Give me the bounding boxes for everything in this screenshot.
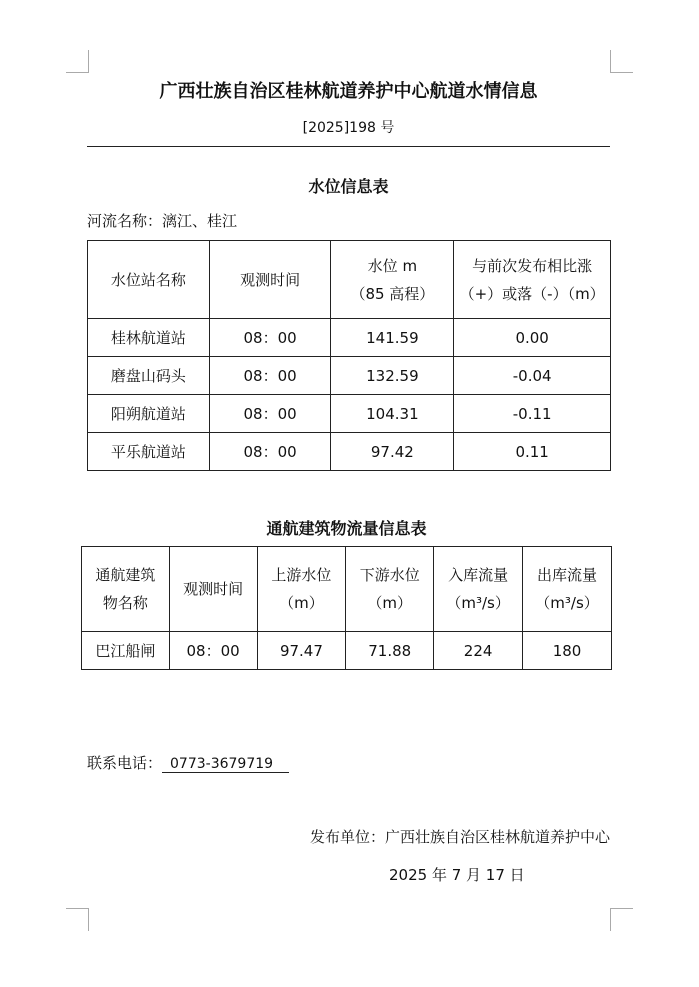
river-name-label: 河流名称： xyxy=(87,212,163,230)
header-level xyxy=(331,241,454,319)
river-name-value: 漓江、桂江 xyxy=(162,212,238,230)
header-downstream-level xyxy=(346,547,434,632)
header-outflow-line2: （m³/s） xyxy=(535,594,599,612)
contact-line xyxy=(87,752,289,773)
header-time: 观测时间 xyxy=(169,547,257,632)
header-change-line1: 与前次发布相比涨 xyxy=(472,256,593,275)
structure-name: 巴江船闸 xyxy=(82,632,170,670)
header-structure-name-line2: 物名称 xyxy=(102,594,148,612)
header-downstream-line2: （m） xyxy=(367,594,413,612)
page-corner-mark-top-right xyxy=(610,50,633,73)
header-structure-name xyxy=(82,547,170,632)
header-level-line2: （85 高程） xyxy=(350,284,435,303)
header-downstream-line1: 下游水位 xyxy=(359,566,420,584)
level-change: 0.11 xyxy=(454,433,611,471)
water-level: 104.31 xyxy=(331,395,454,433)
table-row xyxy=(82,632,612,670)
observation-time: 08：00 xyxy=(209,395,331,433)
page-corner-mark-bottom-left xyxy=(66,908,89,931)
contact-phone: 0773-3679719 xyxy=(162,756,289,773)
document-title: 广西壮族自治区桂林航道养护中心航道水情信息 xyxy=(159,81,538,102)
observation-time: 08：00 xyxy=(169,632,257,670)
document-number: [2025]198 号 xyxy=(302,120,395,136)
water-level: 97.42 xyxy=(331,433,454,471)
page-corner-mark-bottom-right xyxy=(610,908,633,931)
header-inflow xyxy=(434,547,523,632)
header-outflow-line1: 出库流量 xyxy=(537,566,598,584)
table-header-row xyxy=(82,547,612,632)
station-name: 磨盘山码头 xyxy=(88,357,210,395)
water-level: 141.59 xyxy=(331,319,454,357)
publisher: 发布单位：广西壮族自治区桂林航道养护中心 xyxy=(309,828,610,846)
table-row xyxy=(88,395,611,433)
upstream-level: 97.47 xyxy=(257,632,346,670)
header-time: 观测时间 xyxy=(209,241,331,319)
level-change: -0.04 xyxy=(454,357,611,395)
flow-section-title: 通航建筑物流量信息表 xyxy=(266,519,427,538)
downstream-level: 71.88 xyxy=(346,632,434,670)
header-inflow-line2: （m³/s） xyxy=(446,594,510,612)
water-level-section-title: 水位信息表 xyxy=(308,177,389,196)
water-level: 132.59 xyxy=(331,357,454,395)
publish-date: 2025 年 7 月 17 日 xyxy=(389,866,525,884)
outflow: 180 xyxy=(523,632,612,670)
level-change: 0.00 xyxy=(454,319,611,357)
observation-time: 08：00 xyxy=(209,433,331,471)
water-level-table xyxy=(87,240,611,471)
river-name xyxy=(87,210,237,231)
header-upstream-line2: （m） xyxy=(279,594,324,612)
inflow: 224 xyxy=(434,632,523,670)
header-upstream-line1: 上游水位 xyxy=(271,566,332,584)
header-level-line1: 水位 m xyxy=(367,256,418,275)
header-inflow-line1: 入库流量 xyxy=(448,566,509,584)
header-change xyxy=(454,241,611,319)
level-change: -0.11 xyxy=(454,395,611,433)
table-row xyxy=(88,319,611,357)
header-station: 水位站名称 xyxy=(88,241,210,319)
observation-time: 08：00 xyxy=(209,357,331,395)
table-header-row xyxy=(88,241,611,319)
observation-time: 08：00 xyxy=(209,319,331,357)
station-name: 阳朔航道站 xyxy=(88,395,210,433)
title-divider xyxy=(87,146,610,147)
flow-table xyxy=(81,546,612,670)
header-outflow xyxy=(523,547,612,632)
table-row xyxy=(88,433,611,471)
header-change-line2: （+）或落（-）（m） xyxy=(459,284,605,303)
station-name: 桂林航道站 xyxy=(88,319,210,357)
contact-label: 联系电话： xyxy=(87,754,163,772)
header-upstream-level xyxy=(257,547,346,632)
table-row xyxy=(88,357,611,395)
station-name: 平乐航道站 xyxy=(88,433,210,471)
page-corner-mark-top-left xyxy=(66,50,89,73)
header-structure-name-line1: 通航建筑 xyxy=(95,566,156,584)
